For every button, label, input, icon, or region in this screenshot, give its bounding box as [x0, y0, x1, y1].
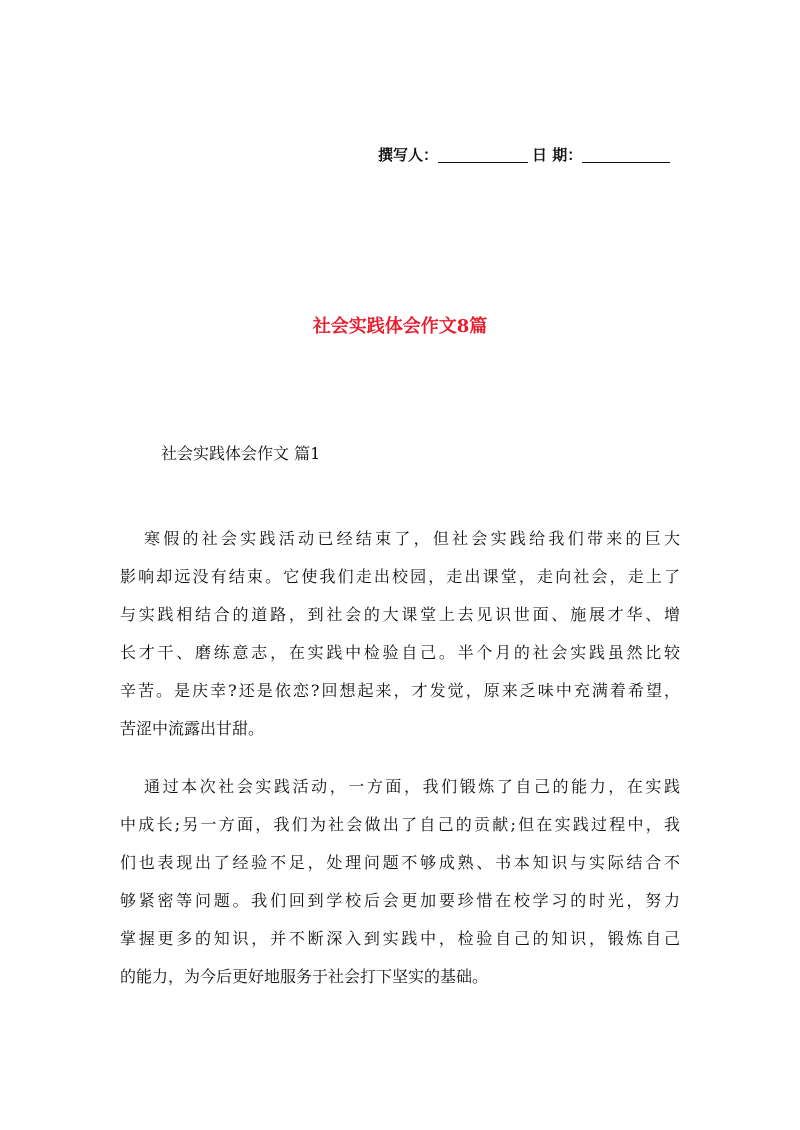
- document-title: 社会实践体会作文8篇: [312, 316, 488, 337]
- paragraph-line: 辛苦。是庆幸?还是依恋?回想起来，才发觉，原来乏味中充满着希望，: [120, 681, 680, 700]
- paragraph-line: 通过本次社会实践活动，一方面，我们锻炼了自己的能力，在实践: [144, 777, 680, 796]
- paragraph-1: [120, 520, 680, 748]
- date-blank: [582, 144, 670, 163]
- date-label: 日 期：: [532, 146, 583, 164]
- author-label: 撰写人：: [378, 146, 439, 164]
- paragraph-line: 寒假的社会实践活动已经结束了，但社会实践给我们带来的巨大: [144, 529, 680, 548]
- author-blank: [438, 144, 528, 163]
- paragraph-line: 中成长;另一方面，我们为社会做出了自己的贡献;但在实践过程中，我: [120, 815, 680, 834]
- paragraph-line: 们也表现出了经验不足，处理问题不够成熟、书本知识与实际结合不: [120, 853, 680, 872]
- paragraph-line: 长才干、磨练意志，在实践中检验自己。半个月的社会实践虽然比较: [120, 643, 680, 662]
- paragraph-2: [120, 768, 680, 996]
- paragraph-line: 苦涩中流露出甘甜。: [120, 719, 265, 738]
- paragraph-line: 掌握更多的知识，并不断深入到实践中，检验自己的知识，锻炼自己: [120, 929, 680, 948]
- paragraph-line: 影响却远没有结束。它使我们走出校园，走出课堂，走向社会，走上了: [120, 567, 680, 586]
- paragraph-line: 够紧密等问题。我们回到学校后会更加要珍惜在校学习的时光，努力: [120, 891, 680, 910]
- author-date-line: [378, 137, 698, 165]
- section-heading: 社会实践体会作文 篇1: [161, 444, 321, 463]
- paragraph-line: 的能力，为今后更好地服务于社会打下坚实的基础。: [120, 967, 489, 986]
- paragraph-line: 与实践相结合的道路，到社会的大课堂上去见识世面、施展才华、增: [120, 605, 680, 624]
